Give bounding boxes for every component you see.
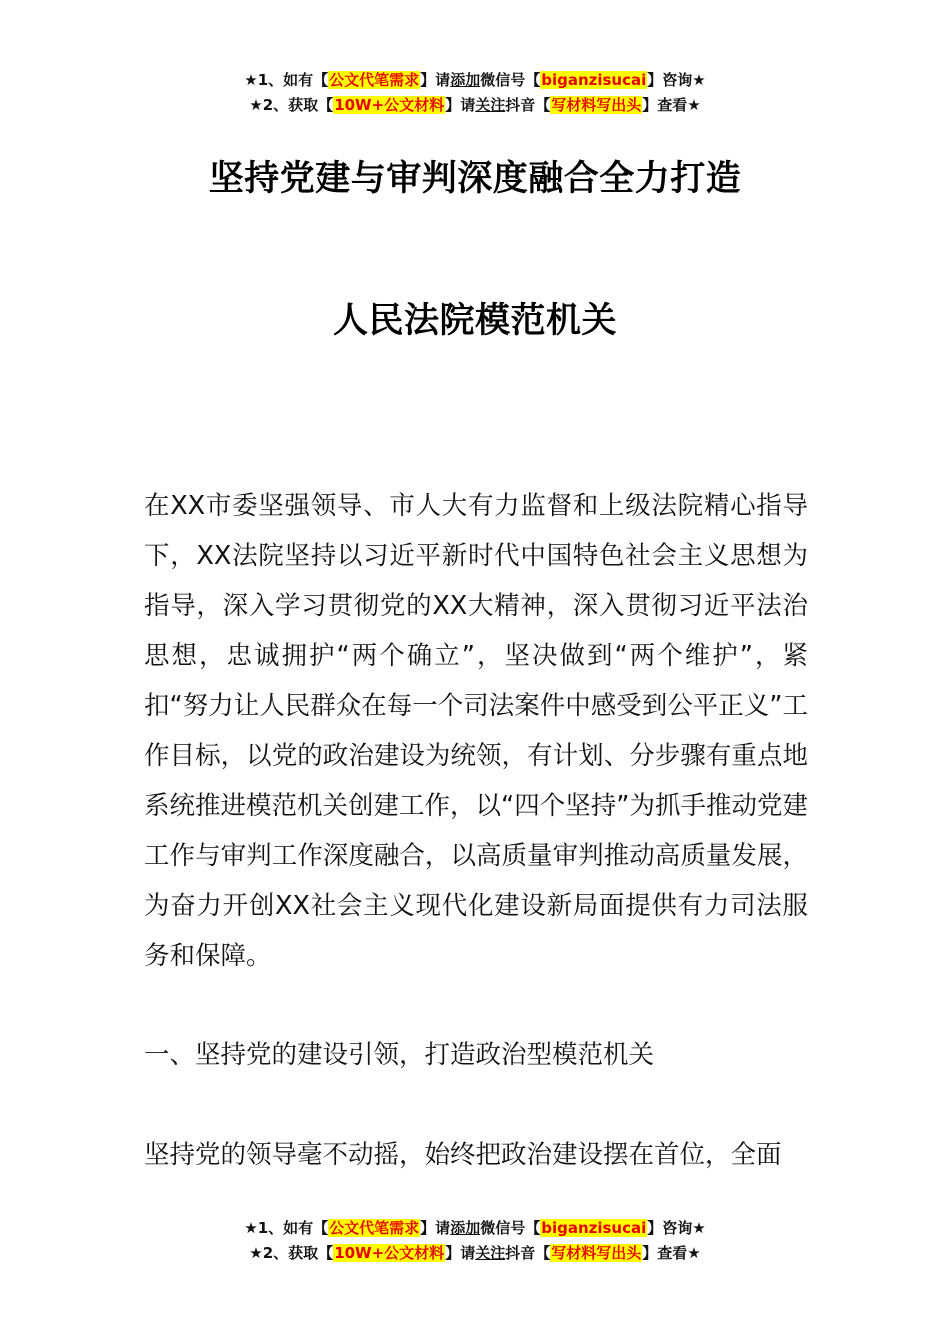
- promo-highlight: biganzisucai: [541, 71, 647, 89]
- promo-highlight: 公文代笔需求: [329, 71, 420, 89]
- promo-underlined-text: 关注: [475, 1244, 506, 1262]
- promo-text: 抖音【: [505, 96, 551, 114]
- body-paragraph-1: 在XX市委坚强领导、市人大有力监督和上级法院精心指导下，XX法院坚持以习近平新时代中国特色社会主义思想为指导，深入学习贯彻党的XX大精神，深入贯彻习近平法治思想，忠诚拥护“两个确立”，坚决做到“两个维护”，紧扣“努力让人民群众在每一个司法案件中感受到公平正义”工作目标，以党的政治建设为统领，有计划、分步骤有重点地系统推进模范机关创建工作，以“四个坚持”为抓手推动党建工作与审判工作深度融合，以高质量审判推动高质量发展，为奋力开创XX社会主义现代化建设新局面提供有力司法服务和保障。: [144, 491, 808, 971]
- promo-highlight: 10W+公文材料: [334, 1244, 445, 1262]
- promo-highlight: 写材料写出头: [551, 96, 642, 114]
- promo-text: 抖音【: [505, 1244, 551, 1262]
- header-promo-banner: [0, 68, 950, 118]
- promo-line-1: [0, 1216, 950, 1241]
- promo-text: 微信号【: [480, 71, 541, 89]
- promo-highlight: 公文代笔需求: [329, 1219, 420, 1237]
- promo-line-2: [0, 1241, 950, 1266]
- promo-text: ★1、如有【: [244, 1219, 329, 1237]
- promo-line-1: [0, 68, 950, 93]
- promo-text: 】请: [420, 71, 451, 89]
- promo-text: 】查看★: [642, 1244, 701, 1262]
- section-heading-1: 一、坚持党的建设引领，打造政治型模范机关: [144, 1040, 655, 1070]
- promo-text: 】咨询★: [647, 71, 706, 89]
- promo-text: 】请: [445, 96, 476, 114]
- promo-highlight: biganzisucai: [541, 1219, 647, 1237]
- document-title-line-2: 人民法院模范机关: [332, 301, 617, 341]
- promo-underlined-text: 添加: [450, 1219, 481, 1237]
- document-title-line-1: 坚持党建与审判深度融合全力打造: [208, 159, 742, 199]
- body-paragraph-2: 坚持党的领导毫不动摇，始终把政治建设摆在首位，全面: [144, 1140, 782, 1170]
- promo-text: ★1、如有【: [244, 71, 329, 89]
- promo-text: 】请: [445, 1244, 476, 1262]
- promo-underlined-text: 关注: [475, 96, 506, 114]
- promo-text: 】咨询★: [647, 1219, 706, 1237]
- promo-underlined-text: 添加: [450, 71, 481, 89]
- promo-text: 】查看★: [642, 96, 701, 114]
- promo-highlight: 写材料写出头: [551, 1244, 642, 1262]
- promo-text: 微信号【: [480, 1219, 541, 1237]
- promo-highlight: 10W+公文材料: [334, 96, 445, 114]
- promo-line-2: [0, 93, 950, 118]
- promo-text: 】请: [420, 1219, 451, 1237]
- promo-text: ★2、获取【: [249, 1244, 334, 1262]
- footer-promo-banner: [0, 1216, 950, 1266]
- promo-text: ★2、获取【: [249, 96, 334, 114]
